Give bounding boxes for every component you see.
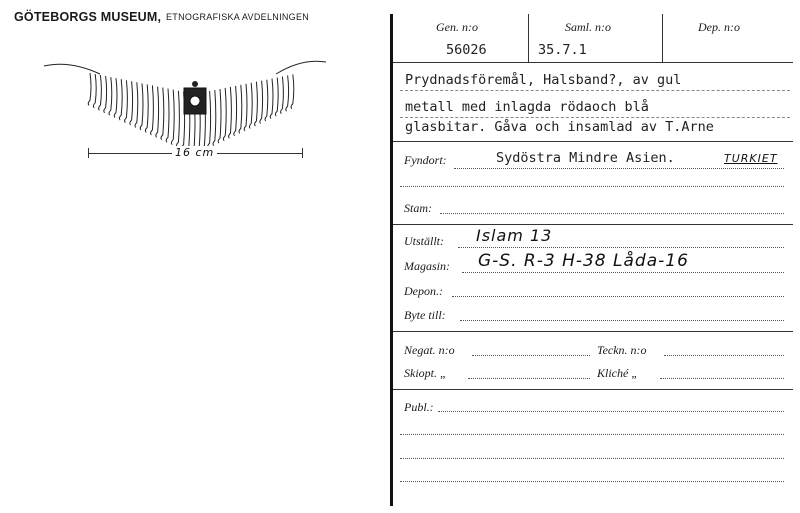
museum-name: GÖTEBORGS MUSEUM, (14, 10, 162, 24)
publ-line-1 (438, 411, 784, 412)
necklace-link (104, 76, 107, 113)
description-rule-2 (400, 117, 790, 118)
skiopt-line (468, 378, 590, 379)
teckn-line (664, 355, 784, 356)
fyndort-label: Fyndort: (404, 153, 447, 167)
necklace-link (171, 90, 174, 145)
magasin-line (462, 272, 784, 273)
necklace-link (244, 84, 247, 131)
magasin-value: G-S. R-3 H-38 Låda-16 (478, 251, 689, 271)
scale-tick-left (88, 148, 89, 158)
necklace-link (161, 88, 164, 140)
necklace-drawing (40, 52, 330, 182)
description-line-1: Prydnadsföremål, Halsband?, av gul (405, 72, 682, 88)
necklace-link (270, 79, 273, 119)
magasin-label: Magasin: (404, 259, 450, 273)
saml-value: 35.7.1 (538, 42, 587, 58)
col-sep-2 (662, 14, 663, 62)
utstallt-label: Utställt: (404, 234, 445, 248)
description-line-3: glasbitar. Gåva och insamlad av T.Arne (405, 119, 714, 135)
fyndort-note: TURKIET (724, 152, 778, 165)
necklace-link (114, 78, 117, 117)
necklace-link (130, 81, 133, 125)
necklace-cord-left (44, 64, 100, 74)
necklace-link (177, 91, 180, 147)
necklace-link (208, 91, 211, 148)
description-rule-3 (393, 141, 793, 142)
necklace-link (286, 75, 289, 111)
necklace-link (255, 82, 258, 126)
kliche-rule (393, 389, 793, 390)
publ-line-2 (400, 434, 784, 435)
necklace-link (275, 78, 278, 117)
gen-label: Gen. n:o (436, 20, 478, 34)
byte-till-line (460, 320, 784, 321)
necklace-link (145, 84, 148, 132)
necklace-link (109, 77, 112, 115)
necklace-link (291, 74, 294, 108)
necklace-link (125, 80, 128, 122)
fyndort-line (454, 168, 784, 169)
utstallt-line (458, 247, 784, 248)
necklace-link (213, 90, 216, 146)
necklace-link (119, 79, 122, 120)
necklace-link (229, 87, 232, 138)
necklace-link (223, 88, 226, 141)
necklace-link (93, 74, 96, 108)
description-line-2: metall med inlagda rödaoch blå (405, 99, 649, 115)
necklace-link (140, 83, 143, 130)
card-divider (390, 14, 393, 506)
kliche-line (660, 378, 784, 379)
depon-line (452, 296, 784, 297)
gen-value: 56026 (446, 42, 487, 58)
pendant-top (192, 81, 198, 87)
necklace-link (135, 82, 138, 127)
necklace-link (151, 85, 154, 134)
depon-label: Depon.: (404, 284, 443, 298)
necklace-link (88, 73, 91, 105)
necklace-link (239, 85, 242, 134)
necklace-cord-right (276, 61, 326, 74)
necklace-link (249, 83, 252, 129)
byte-till-label: Byte till: (404, 308, 446, 322)
pendant-stone (190, 96, 200, 106)
byte-rule (393, 331, 793, 332)
scale-tick-right (302, 148, 303, 158)
necklace-link (218, 89, 221, 143)
necklace-link (260, 81, 263, 124)
necklace-link (166, 89, 169, 143)
kliche-label: Kliché „ (597, 366, 638, 380)
fyndort-line-2 (400, 186, 784, 187)
necklace-link (281, 77, 284, 114)
dep-label: Dep. n:o (698, 20, 740, 34)
stam-line (440, 213, 784, 214)
saml-label: Saml. n:o (565, 20, 611, 34)
utstallt-value: Islam 13 (476, 226, 553, 245)
stam-label: Stam: (404, 201, 432, 215)
publ-line-4 (400, 481, 784, 482)
necklace-link (234, 86, 237, 136)
necklace-link (265, 80, 268, 121)
publ-line-3 (400, 458, 784, 459)
stam-rule (393, 224, 793, 225)
necklace-link (156, 87, 159, 138)
publ-label: Publ.: (404, 400, 434, 414)
department-name: ETNOGRAFISKA AVDELNINGEN (166, 12, 310, 22)
necklace-link (99, 75, 102, 110)
skiopt-label: Skiopt. „ (404, 366, 447, 380)
scale-label: 16 cm (172, 146, 217, 159)
col-sep-1 (528, 14, 529, 62)
negat-label: Negat. n:o (404, 343, 455, 357)
teckn-label: Teckn. n:o (597, 343, 647, 357)
number-row-rule (393, 62, 793, 63)
description-rule-1 (400, 90, 790, 91)
fyndort-value: Sydöstra Mindre Asien. (496, 150, 675, 166)
negat-line (472, 355, 590, 356)
